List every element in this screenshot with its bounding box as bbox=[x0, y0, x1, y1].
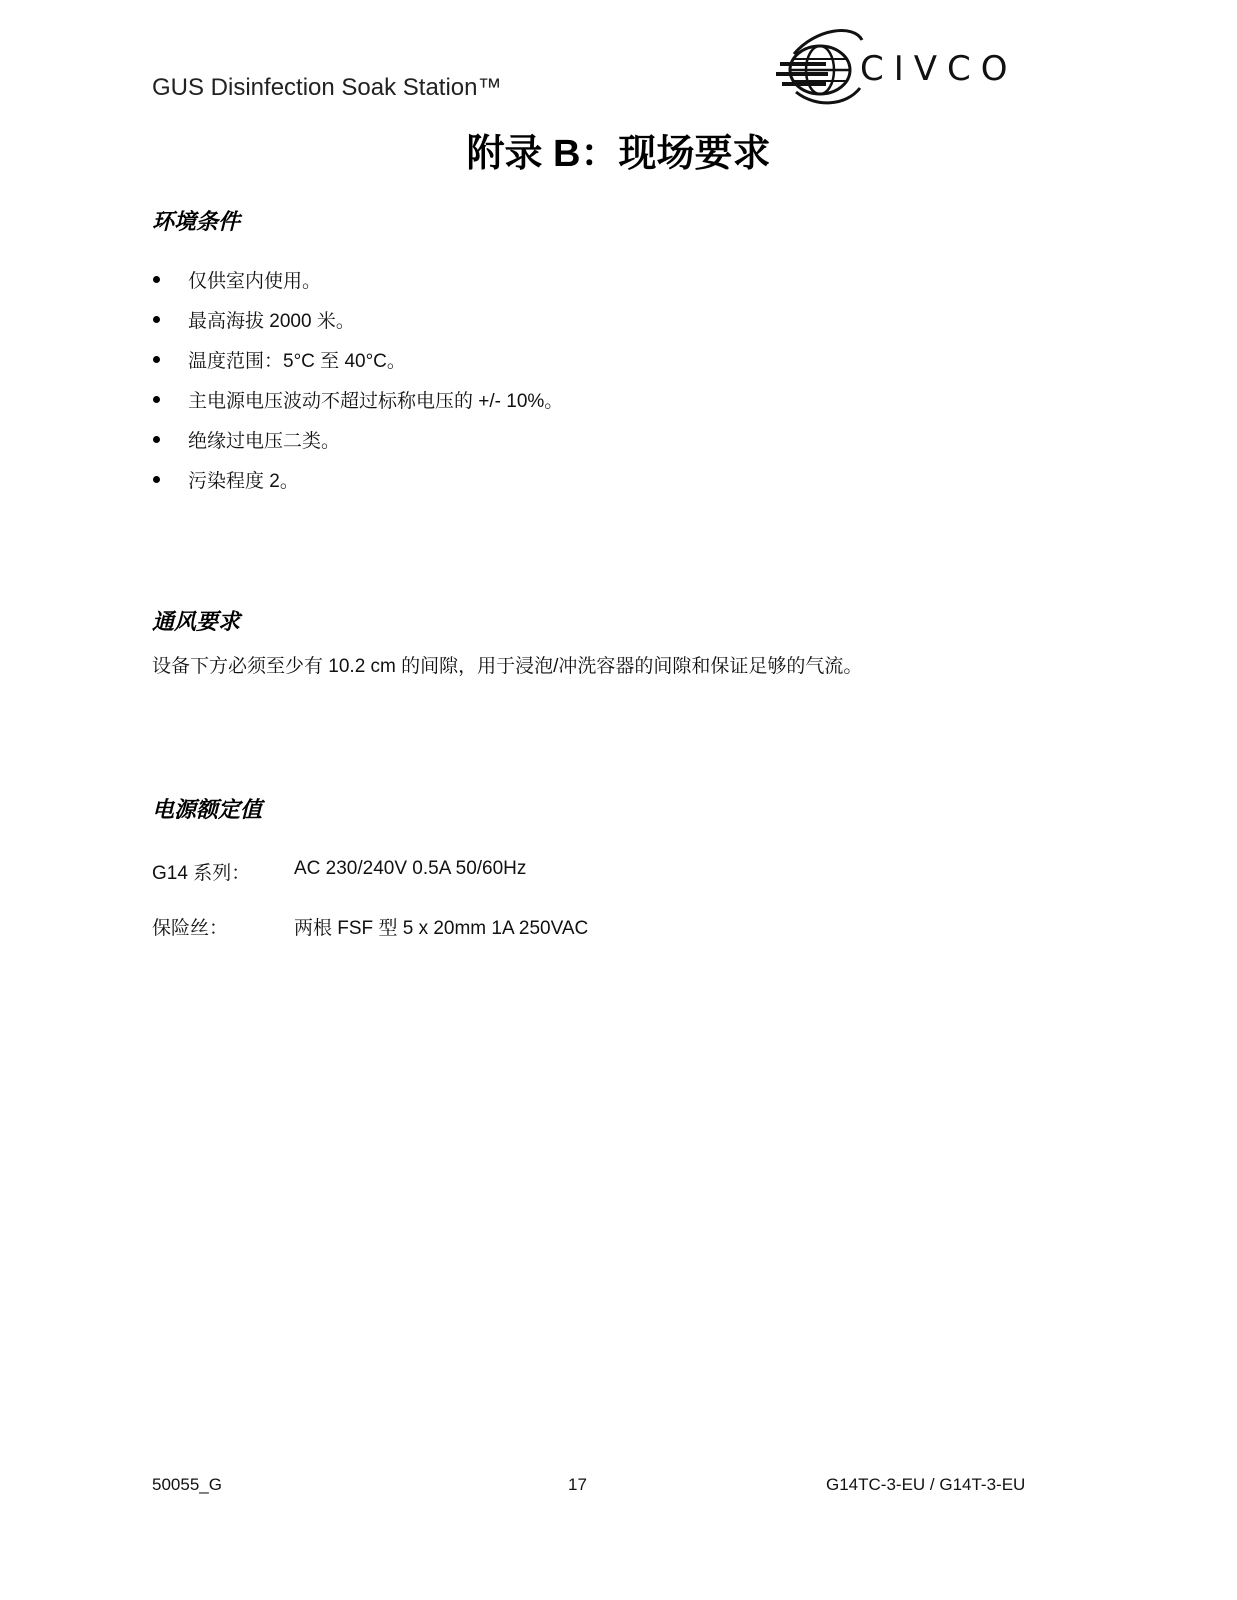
header-document-title: GUS Disinfection Soak Station™ bbox=[152, 74, 502, 101]
bullet-icon bbox=[153, 476, 160, 483]
bullet-icon bbox=[153, 356, 160, 363]
ventilation-text: 设备下方必须至少有 10.2 cm 的间隙，用于浸泡/冲洗容器的间隙和保证足够的气流。 bbox=[152, 656, 863, 677]
bullet-icon bbox=[153, 276, 160, 283]
list-item bbox=[152, 299, 563, 339]
list-item bbox=[152, 379, 563, 419]
list-item-text: 最高海拔 2000 米。 bbox=[188, 310, 355, 332]
bullet-icon bbox=[153, 396, 160, 403]
ventilation-heading: 通风要求 bbox=[152, 609, 241, 634]
spec-row-series bbox=[152, 858, 526, 885]
spec-row-fuse bbox=[152, 913, 588, 940]
list-item-text: 仅供室内使用。 bbox=[188, 270, 322, 292]
footer-model: G14TC-3-EU / G14T-3-EU bbox=[826, 1475, 1026, 1494]
spec-label: G14 系列： bbox=[152, 863, 251, 884]
bullet-icon bbox=[153, 436, 160, 443]
environment-list bbox=[152, 259, 563, 499]
footer-page-number: 17 bbox=[568, 1475, 587, 1494]
list-item bbox=[152, 339, 563, 379]
list-item-text: 绝缘过电压二类。 bbox=[188, 430, 341, 452]
list-item-text: 温度范围：5°C 至 40°C。 bbox=[188, 350, 406, 372]
list-item-text: 主电源电压波动不超过标称电压的 +/- 10%。 bbox=[188, 390, 564, 412]
footer-doc-number: 50055_G bbox=[152, 1475, 222, 1494]
page-title: 附录 B：现场要求 bbox=[466, 133, 771, 175]
list-item bbox=[152, 419, 563, 459]
spec-value: 两根 FSF 型 5 x 20mm 1A 250VAC bbox=[294, 918, 589, 939]
environment-heading: 环境条件 bbox=[152, 209, 241, 234]
spec-value: AC 230/240V 0.5A 50/60Hz bbox=[294, 858, 527, 879]
spec-label: 保险丝： bbox=[152, 918, 229, 939]
logo-text: CIVCO bbox=[860, 49, 1018, 89]
list-item-text: 污染程度 2。 bbox=[188, 470, 299, 492]
list-item bbox=[152, 259, 563, 299]
power-heading: 电源额定值 bbox=[152, 797, 263, 822]
list-item bbox=[152, 459, 563, 499]
bullet-icon bbox=[153, 316, 160, 323]
